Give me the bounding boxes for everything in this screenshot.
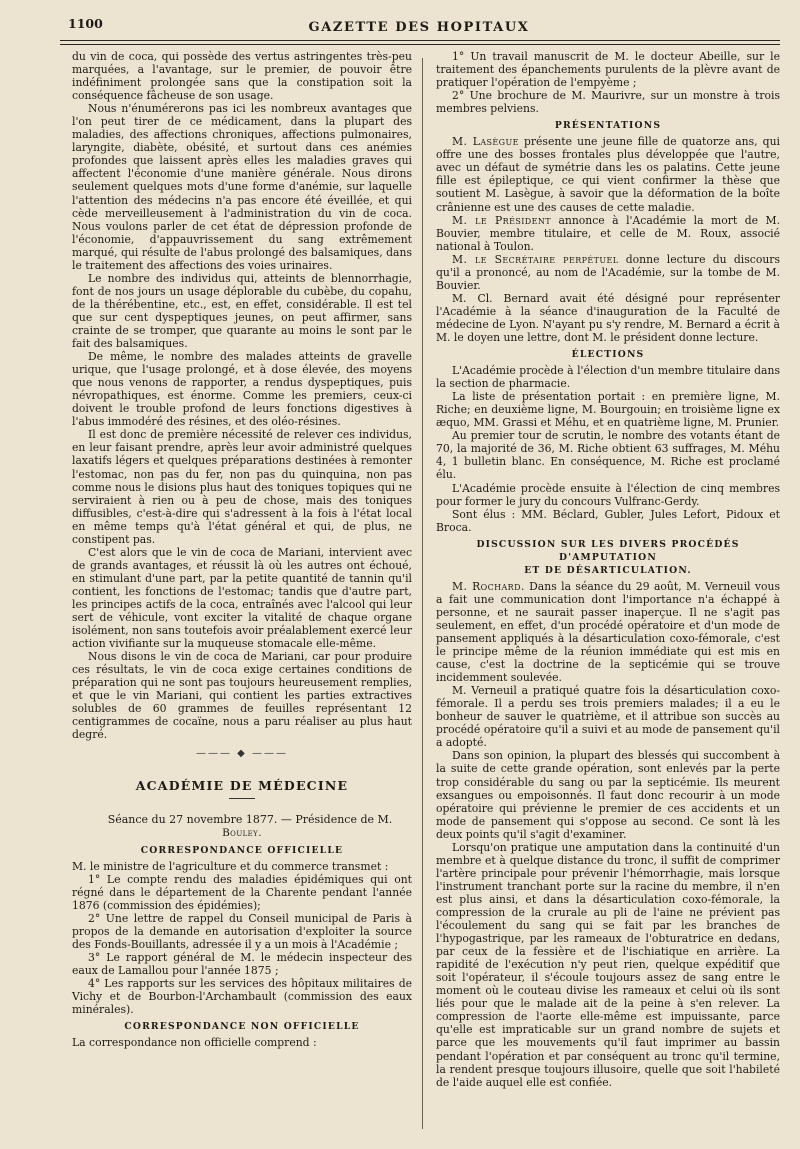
session-president: Bouley. [222, 826, 262, 839]
paragraph [436, 580, 780, 684]
list-item: 1° Le compte rendu des maladies épidémiques qui ont régné dans le département de la Charente pendant l'année 1876 (commission des épidémies); [72, 872, 412, 912]
paragraph: Sont élus : MM. Béclard, Gubler, Jules Lefort, Pidoux et Broca. [436, 507, 780, 534]
subhead-unofficial: CORRESPONDANCE NON OFFICIELLE [124, 1021, 360, 1033]
speaker-name: M. Lasègue [452, 135, 519, 149]
paragraph [436, 135, 780, 213]
paragraph: L'Académie procède ensuite à l'élection de cinq membres pour former le jury du concours Vulfranc-Gerdy. [436, 481, 780, 508]
paragraph: M. Verneuil a pratiqué quatre fois la désarticulation coxo-fémorale. Il a perdu ses trois premiers malades; il a eu le bonheur de sauver le quatrième, et il attribue son succès au procédé opératoire qu'il a suivi et au mode de pansement qu'il a adopté. [436, 684, 780, 750]
paragraph: Nous n'énumérerons pas ici les nombreux avantages que l'on peut tirer de ce médicament, dans la plupart des maladies, des affections chroniques, affections pulmonaires, laryngite, diabète, obésité, et surtout dans ces anémies profondes que laissent après elles les maladies graves qui affectent l'économie d'une manière générale. Nous dirons seulement quelques mots d'une forme d'anémie, sur laquelle l'attention des médecins n'a pas encore été éveillée, et qui cède merveilleusement à l'administration du vin de coca. Nous voulons parler de cet état de dépression profonde de l'économie, d'appauvrissement du sang extrêmement marqué, qui résulte de l'abus prolongé des balsamiques, dans le traitement des affections des voies urinaires. [72, 102, 412, 272]
paragraph: De même, le nombre des malades atteints de gravelle urique, que l'usage prolongé, et à dose élevée, des moyens que nous venons de rapporter, a rendus dyspeptiques, puis névropathiques, est énorme. Comme les premiers, ceux-ci doivent le trouble profond de leurs fonctions digestives à l'abus immodéré des résines, et des oléo-résines. [72, 350, 412, 429]
speaker-name: M. le Secrétaire perpétuel [452, 252, 619, 266]
paragraph: Au premier tour de scrutin, le nombre des votants étant de 70, la majorité de 36, M. Riche obtient 63 suffrages, M. Méhu 4, 1 bulletin blanc. En conséquence, M. Riche est proclamé élu. [436, 429, 780, 482]
paragraph-text: annonce à l'Académie la mort de M. Bouvier, membre titulaire, et celle de M. Roux, associé national à Toulon. [436, 213, 780, 253]
column-divider [422, 58, 423, 1129]
subhead-presentations: PRÉSENTATIONS [554, 120, 662, 132]
paragraph: Dans son opinion, la plupart des blessés qui succombent à la suite de cette grande opération, sont enlevés par la perte trop considérable du sang ou par la septicémie. Ils meurent exsangues ou empoisonnés. Il faut donc recourir à un mode opératoire qui prévienne le premier de ces accidents et un mode de pansement qui s'oppose au second. Ce sont là les deux points qu'il s'agit d'examiner. [436, 749, 780, 841]
paragraph: M. Cl. Bernard avait été désigné pour représenter l'Académie à la séance d'inauguration de la Faculté de médecine de Lyon. N'ayant pu s'y rendre, M. Bernard a écrit à M. le doyen une lettre, dont M. le président donne lecture. [436, 291, 780, 344]
session-line [72, 813, 412, 840]
paragraph-text: Dans la séance du 29 août, M. Verneuil vous a fait une communication dont l'importance n'a échappé à personne, et ne saurait passer inaperçue. Il ne s'agit pas seulement, en effet, d'un procédé opératoire et d'un mode de pansement appliqués à la désarticulation coxo-fémorale, c'est le principe même de la réunion immédiate qui est mis en cause, c'est la doctrine de la septicémie qui se trouve incidemment soulevée. [436, 579, 780, 685]
short-rule [229, 798, 255, 799]
left-column [72, 50, 412, 1049]
subhead-elections: ÉLECTIONS [571, 349, 645, 361]
speaker-name: M. le Président [452, 213, 551, 227]
right-column [436, 50, 780, 1089]
list-item: 4° Les rapports sur les services des hôpitaux militaires de Vichy et de Bourbon-l'Archambault (commission des eaux minérales). [72, 977, 412, 1017]
paragraph: M. le ministre de l'agriculture et du commerce transmet : [72, 859, 389, 873]
paragraph: Il est donc de première nécessité de relever ces individus, en leur faisant prendre, après leur avoir administré quelques laxatifs légers et quelques préparations destinées à remonter l'estomac, non pas du fer, non pas du quinquina, non pas comme nous le disions plus haut des toniques topiques qui ne serviraient à rien ou à peu de chose, mais des toniques diffusibles, c'est-à-dire qui s'adressent à la fois à l'état local en même temps qu'à l'état général et qui, de plus, ne constipent pas. [72, 428, 412, 546]
list-item: 1° Un travail manuscrit de M. le docteur Abeille, sur le traitement des épanchements purulents de la plèvre avant de pratiquer l'opération de l'empyème ; [436, 50, 780, 90]
list-item: 2° Une brochure de M. Maurivre, sur un monstre à trois membres pelviens. [436, 89, 780, 116]
header-rule [60, 40, 780, 41]
subhead-discussion-2: ET DE DÉSARTICULATION. [524, 564, 692, 576]
running-title: GAZETTE DES HOPITAUX [308, 20, 530, 35]
paragraph [436, 214, 780, 253]
section-title: ACADÉMIE DE MÉDECINE [135, 777, 349, 793]
paragraph-text: présente une jeune fille de quatorze ans, qui offre une des bosses frontales plus développée que l'autre, avec un défaut de symétrie dans les os palatins. Cette jeune fille est épileptique, ce qui vient confirmer la thèse que soutient M. Lasègue, à savoir que la déformation de la boîte crânienne est une des causes de cette maladie. [436, 135, 780, 214]
paragraph: Le nombre des individus qui, atteints de blennorrhagie, font de nos jours un usage déplorable du cubèbe, du copahu, de la thérébentine, etc., est, en effet, considérable. Il est tel que sur cent dyspeptiques jeunes, on peut affirmer, sans crainte de se tromper, que quarante au moins le sont par le fait des balsamiques. [72, 271, 412, 351]
subhead-official: CORRESPONDANCE OFFICIELLE [140, 844, 344, 856]
paragraph: du vin de coca, qui possède des vertus astringentes très-peu marquées, a l'avantage, sur le premier, de pouvoir être indéfiniment prolongée sans que la constipation soit la conséquence fâcheuse de son usage. [72, 50, 412, 103]
paragraph: C'est alors que le vin de coca de Mariani, intervient avec de grands avantages, et réussit là où les autres ont échoué, en stimulant d'une part, par la petite quantité de tannin qu'il contient, les fonctions de l'estomac; tandis que d'autre part, les principes actifs de la coca, entraînés avec l'alcool qui leur sert de véhicule, vont exciter la vitalité de chaque organe isolément, non sans toutefois avoir préalablement exercé leur action vivifiante sur la muqueuse stomacale elle-même. [72, 545, 412, 651]
session-prefix: Séance du 27 novembre 1877. — Présidence de M. [107, 812, 393, 826]
ornament-divider: ——— ◆ ——— [195, 748, 289, 760]
paragraph: La correspondance non officielle comprend : [72, 1036, 317, 1050]
page-number: 1100 [68, 16, 103, 31]
paragraph-text: donne lecture du discours qu'il a prononcé, au nom de l'Académie, sur la tombe de M. Bouvier. [436, 252, 780, 292]
list-item: 3° Le rapport général de M. le médecin inspecteur des eaux de Lamallou pour l'année 1875 ; [72, 951, 412, 978]
speaker-name: M. Rochard. [452, 579, 525, 593]
list-item: 2° Une lettre de rappel du Conseil municipal de Paris à propos de la demande en autorisation d'exploiter la source des Fonds-Bouillants, adressée il y a un mois à l'Académie ; [72, 911, 412, 951]
header-rule-thin [60, 44, 780, 45]
paragraph: La liste de présentation portait : en première ligne, M. Riche; en deuxième ligne, M. Bourgouin; en troisième ligne ex æquo, MM. Grassi et Méhu, et en quatrième ligne, M. Prunier. [436, 390, 780, 430]
page-header [60, 10, 778, 38]
paragraph: L'Académie procède à l'élection d'un membre titulaire dans la section de pharmacie. [436, 364, 780, 391]
paragraph [436, 253, 780, 292]
paragraph: Nous disons le vin de coca de Mariani, car pour produire ces résultats, le vin de coca exige certaines conditions de préparation qui ne sont pas toujours heureusement remplies, et que le vin Mariani, qui contient les parties extractives solubles de 60 grammes de feuilles représentant 12 centigrammes de cocaïne, nous a paru réaliser au plus haut degré. [72, 650, 412, 742]
subhead-discussion: DISCUSSION SUR LES DIVERS PROCÉDÉS D'AMPUTATION [476, 538, 740, 563]
paragraph: Lorsqu'on pratique une amputation dans la continuité d'un membre et à quelque distance du tronc, il suffit de comprimer l'artère principale pour prévenir l'hémorrhagie, mais lorsque l'instrument tranchant porte sur la racine du membre, il n'en est plus ainsi, et dans la désarticulation coxo-fémorale, la compression de la crurale au pli de l'aine ne prévient pas l'écoulement du sang qui se fait par les branches de l'hypogastrique, par les rameaux de l'obturatrice en dedans, par ceux de la fessière et de l'ischiatique en arrière. La rapidité de l'exécution n'y peut rien, quelque expéditif que soit l'opérateur, il s'écoule toujours assez de sang entre le moment où le couteau divise les rameaux et celui où ils sont liés pour que le malade ait de la peine à s'en relever. La compression de l'aorte elle-même est impuissante, parce qu'elle est impraticable sur un grand nombre de sujets et parce que les mouvements qu'il faut imprimer au bassin pendant l'opération et par conséquent au tronc qu'il termine, la rendent presque toujours illusoire, quelle que soit l'habileté de l'aide auquel elle est confiée. [436, 840, 780, 1089]
